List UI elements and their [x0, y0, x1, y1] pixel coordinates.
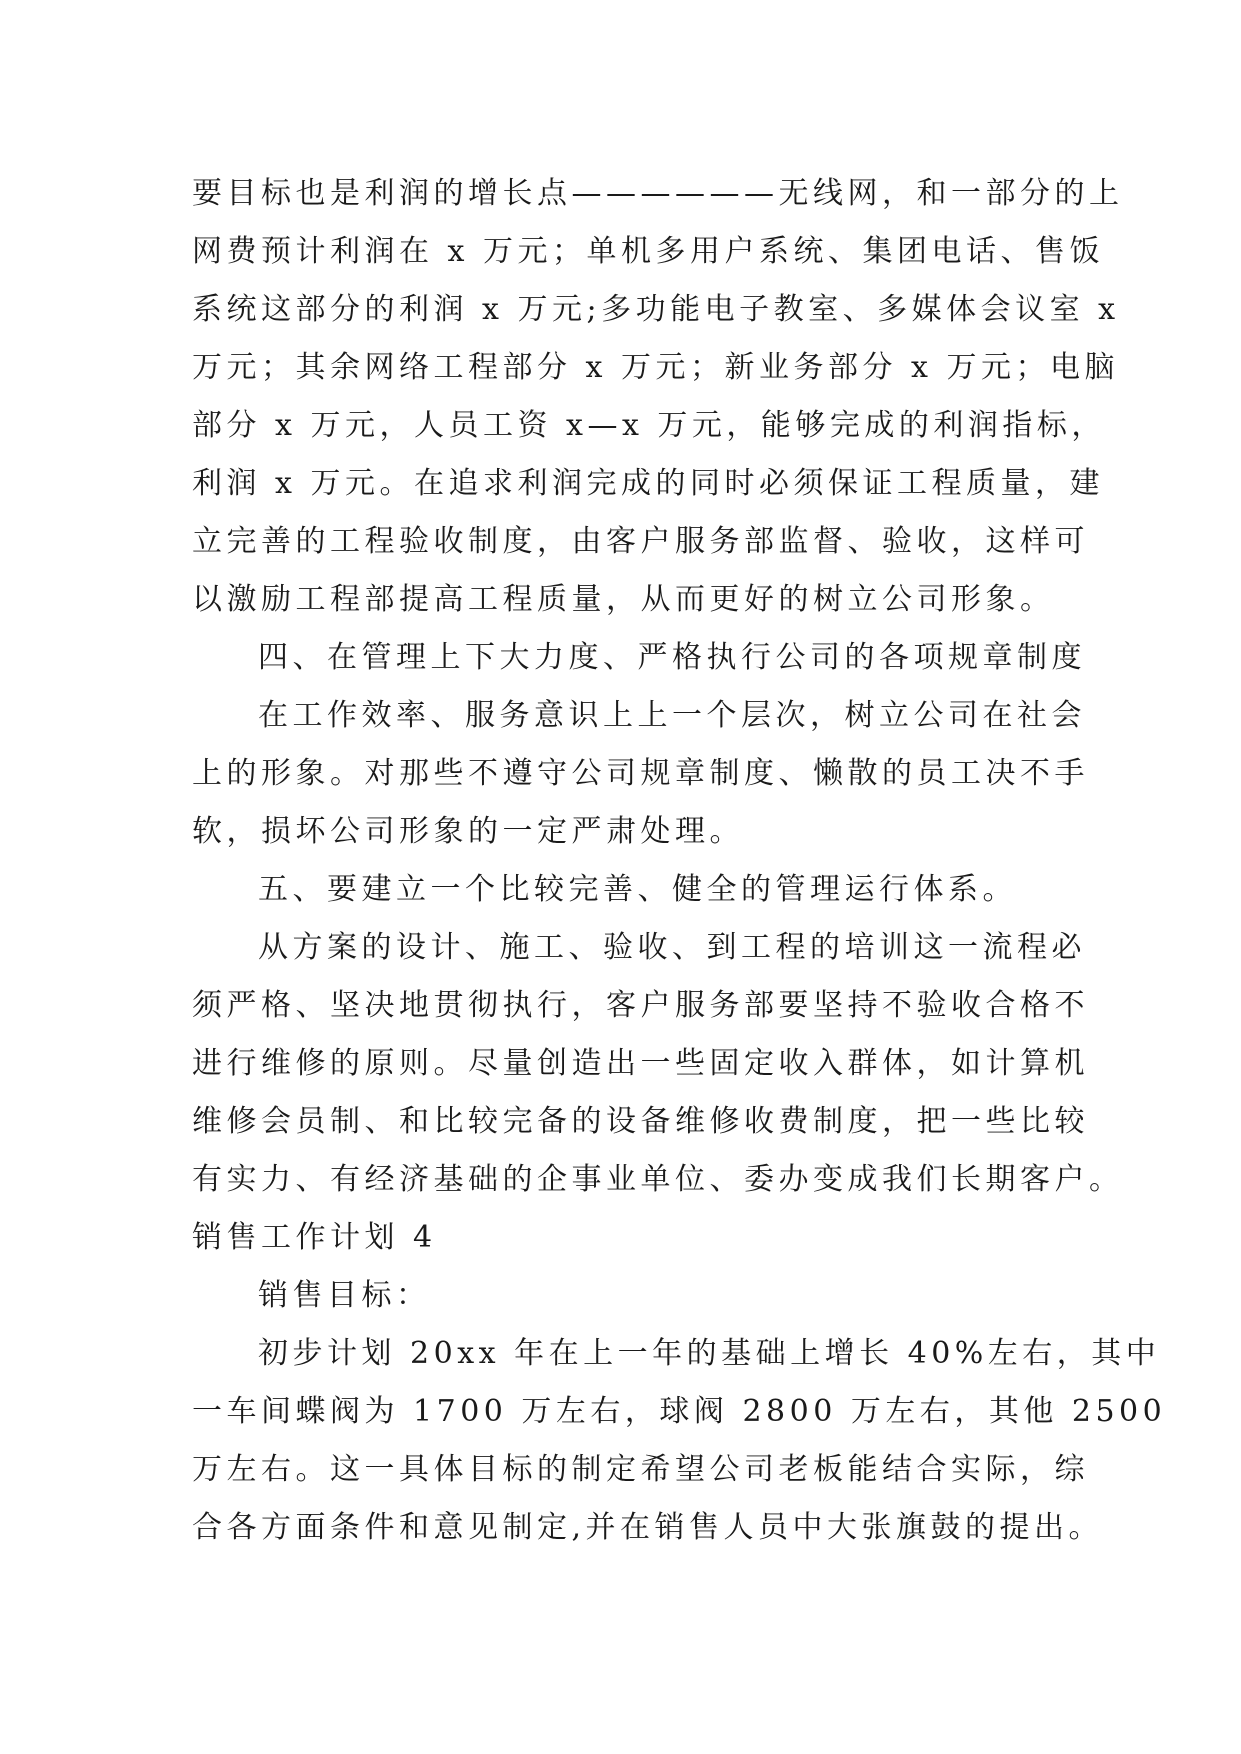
text-line: 有实力、有经济基础的企事业单位、委办变成我们长期客户。 — [192, 1162, 1124, 1197]
text-line: 利润 x 万元。在追求利润完成的同时必须保证工程质量，建 — [192, 466, 1104, 501]
text-line: 网费预计利润在 x 万元；单机多用户系统、集团电话、售饭 — [192, 234, 1104, 269]
text-line: 部分 x 万元，人员工资 x—x 万元，能够完成的利润指标， — [192, 408, 1106, 443]
text-line: 合各方面条件和意见制定,并在销售人员中大张旗鼓的提出。 — [192, 1510, 1104, 1545]
text-line: 从方案的设计、施工、验收、到工程的培训这一流程必 — [258, 930, 1086, 965]
text-line: 软，损坏公司形象的一定严肃处理。 — [192, 814, 744, 849]
section-heading: 四、在管理上下大力度、严格执行公司的各项规章制度 — [258, 640, 1086, 675]
text-line: 立完善的工程验收制度，由客户服务部监督、验收，这样可 — [192, 524, 1089, 559]
text-line: 须严格、坚决地贯彻执行，客户服务部要坚持不验收合格不 — [192, 988, 1089, 1023]
text-line: 以激励工程部提高工程质量，从而更好的树立公司形象。 — [192, 582, 1055, 617]
text-line: 万元；其余网络工程部分 x 万元；新业务部分 x 万元；电脑 — [192, 350, 1119, 385]
document-body — [192, 165, 1167, 1557]
section-heading: 五、要建立一个比较完善、健全的管理运行体系。 — [258, 872, 1017, 907]
text-line: 初步计划 20xx 年在上一年的基础上增长 40%左右，其中 — [258, 1336, 1161, 1371]
document-subtitle: 销售工作计划 4 — [192, 1220, 437, 1255]
text-line: 万左右。这一具体目标的制定希望公司老板能结合实际，综 — [192, 1452, 1089, 1487]
text-line: 系统这部分的利润 x 万元;多功能电子教室、多媒体会议室 x — [192, 292, 1120, 327]
text-line: 要目标也是利润的增长点——————无线网，和一部分的上 — [192, 176, 1124, 211]
text-line: 维修会员制、和比较完备的设备维修收费制度，把一些比较 — [192, 1104, 1089, 1139]
text-line: 一车间蝶阀为 1700 万左右，球阀 2800 万左右，其他 2500 — [192, 1394, 1167, 1429]
text-line: 进行维修的原则。尽量创造出一些固定收入群体，如计算机 — [192, 1046, 1089, 1081]
text-line: 在工作效率、服务意识上上一个层次，树立公司在社会 — [258, 698, 1086, 733]
text-line: 上的形象。对那些不遵守公司规章制度、懒散的员工决不手 — [192, 756, 1089, 791]
section-heading: 销售目标： — [258, 1278, 431, 1313]
